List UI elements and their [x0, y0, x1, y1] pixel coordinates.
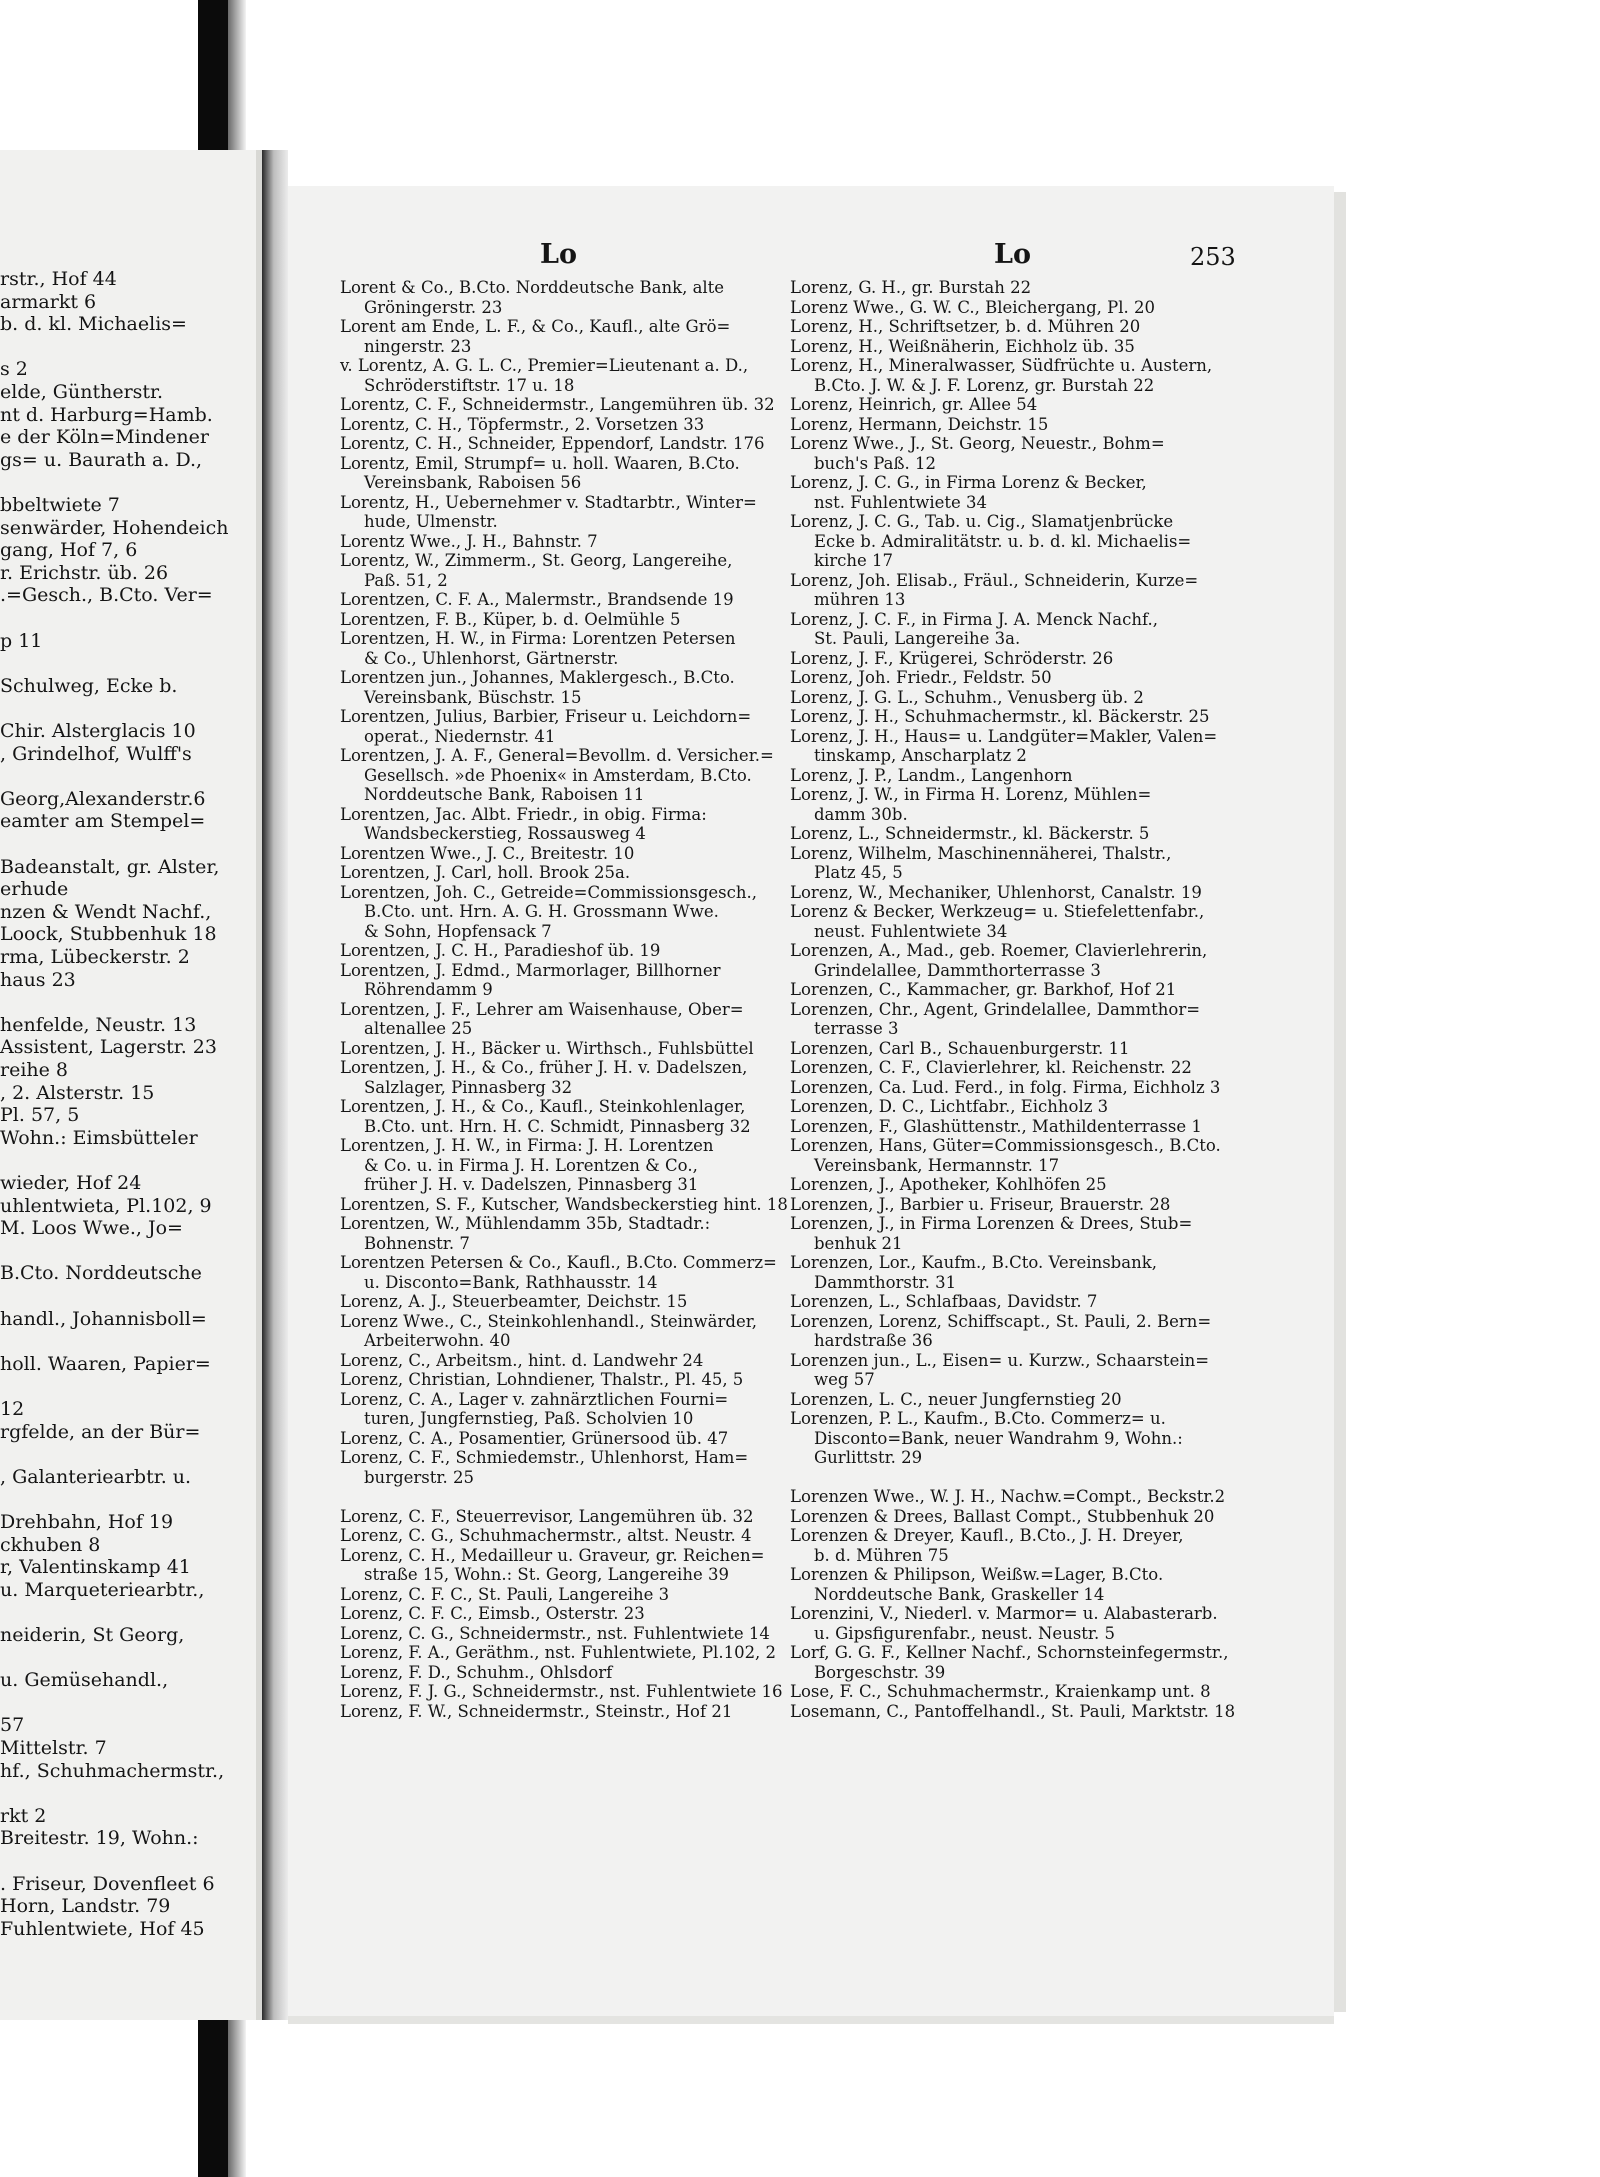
directory-entry-line: Lorentz Wwe., J. H., Bahnstr. 7: [340, 531, 598, 551]
left-page-fragment: [0, 150, 262, 2020]
left-page-line: Horn, Landstr. 79: [0, 1895, 171, 1918]
left-page-line: Pl. 57, 5: [0, 1104, 80, 1127]
left-page-line: uhlentwieta, Pl.102, 9: [0, 1194, 212, 1217]
left-page-line: senwärder, Hohendeich: [0, 516, 229, 539]
directory-entry-line: u. Gipsfigurenfabr., neust. Neustr. 5: [814, 1623, 1115, 1643]
directory-entry-line: Lorenzen, Lorenz, Schiffscapt., St. Pauli, 2. Bern=: [790, 1311, 1212, 1331]
left-page-line: Wohn.: Eimsbütteler: [0, 1126, 198, 1149]
directory-entry-line: Lorenz, F. D., Schuhm., Ohlsdorf: [340, 1662, 613, 1682]
left-page-line: r, Valentinskamp 41: [0, 1556, 191, 1579]
left-page-line: eamter am Stempel=: [0, 810, 206, 833]
directory-entry-line: Lorenz, C. H., Medailleur u. Graveur, gr. Reichen=: [340, 1545, 765, 1565]
directory-entry-line: Lorenz, Joh. Friedr., Feldstr. 50: [790, 668, 1052, 687]
directory-entry-line: Lorenzen, A., Mad., geb. Roemer, Clavierlehrerin,: [790, 941, 1208, 960]
directory-entry-line: u. Disconto=Bank, Rathhausstr. 14: [364, 1272, 658, 1292]
directory-entry-line: Lorenzen, Chr., Agent, Grindelallee, Dammthor=: [790, 999, 1201, 1019]
left-page-line: haus 23: [0, 968, 76, 991]
left-page-line: 57: [0, 1714, 25, 1737]
directory-entry-line: Lorentzen, C. F. A., Malermstr., Brandsende 19: [340, 590, 734, 609]
directory-entry-line: Lorenz, C. G., Schneidermstr., nst. Fuhlentwiete 14: [340, 1623, 770, 1643]
left-page-line: Georg,Alexanderstr.6: [0, 787, 206, 810]
directory-entry-line: Losemann, C., Pantoffelhandl., St. Pauli, Marktstr. 18: [790, 1701, 1236, 1721]
directory-entry-line: tinskamp, Anscharplatz 2: [814, 746, 1027, 765]
page-number: 253: [1190, 243, 1236, 271]
directory-entry-line: operat., Niedernstr. 41: [364, 726, 556, 746]
directory-entry-line: Lorentz, W., Zimmerm., St. Georg, Langereihe,: [340, 551, 733, 570]
directory-entry-line: Lorenz, Joh. Elisab., Fräul., Schneiderin, Kurze=: [790, 570, 1199, 590]
directory-entry-line: früher J. H. v. Dadelszen, Pinnasberg 31: [364, 1175, 699, 1194]
left-page-line: gs= u. Baurath a. D.,: [0, 448, 203, 471]
left-page-line: Drehbahn, Hof 19: [0, 1511, 174, 1533]
directory-entry-line: Lorentz, Emil, Strumpf= u. holl. Waaren, B.Cto.: [340, 453, 740, 473]
directory-entry-line: B.Cto. unt. Hrn. H. C. Schmidt, Pinnasberg 32: [364, 1116, 751, 1136]
directory-entry-line: Lorenz & Becker, Werkzeug= u. Stiefelettenfabr.,: [790, 902, 1205, 921]
directory-entry-line: & Co., Uhlenhorst, Gärtnerstr.: [364, 648, 619, 668]
directory-entry-line: Lorenzen, Ca. Lud. Ferd., in folg. Firma, Eichholz 3: [790, 1077, 1221, 1097]
directory-entry-line: Gurlittstr. 29: [814, 1448, 923, 1467]
directory-entry-line: Lorentzen, Joh. C., Getreide=Commissionsgesch.,: [340, 882, 757, 902]
directory-entry-line: Gesellsch. »de Phoenix« in Amsterdam, B.Cto.: [364, 765, 752, 785]
page-edge-right: [1334, 192, 1346, 2012]
directory-entry-line: Lose, F. C., Schuhmachermstr., Kraienkamp unt. 8: [790, 1682, 1211, 1701]
directory-entry-line: Lorenzen, L., Schlafbaas, Davidstr. 7: [790, 1292, 1098, 1311]
left-page-line: M. Loos Wwe., Jo=: [0, 1217, 183, 1240]
left-page-line: Mittelstr. 7: [0, 1737, 107, 1759]
directory-entry-line: Lorenzen & Dreyer, Kaufl., B.Cto., J. H. Dreyer,: [790, 1526, 1184, 1545]
directory-entry-line: Lorentzen, J. Edmd., Marmorlager, Billhorner: [340, 960, 721, 980]
left-page-line: 12: [0, 1398, 25, 1420]
directory-entry-line: Lorentzen, H. W., in Firma: Lorentzen Petersen: [340, 629, 736, 648]
directory-entry-line: Lorentzen, F. B., Küper, b. d. Oelmühle 5: [340, 609, 681, 629]
directory-entry-line: Gröningerstr. 23: [364, 297, 503, 317]
directory-entry-line: B.Cto. unt. Hrn. A. G. H. Grossmann Wwe.: [364, 902, 719, 921]
directory-entry-line: Lorenz Wwe., G. W. C., Bleichergang, Pl. 20: [790, 297, 1156, 317]
directory-entry-line: nst. Fuhlentwiete 34: [814, 492, 988, 512]
directory-entry-line: Lorenzen, Carl B., Schauenburgerstr. 11: [790, 1038, 1130, 1058]
left-page-line: u. Gemüsehandl.,: [0, 1669, 169, 1692]
directory-entry-line: neust. Fuhlentwiete 34: [814, 921, 1008, 941]
directory-entry-line: Lorentzen, J. A. F., General=Bevollm. d. Versicher.=: [340, 746, 774, 765]
directory-entry-line: Disconto=Bank, neuer Wandrahm 9, Wohn.:: [814, 1428, 1183, 1448]
directory-entry-line: Salzlager, Pinnasberg 32: [364, 1077, 573, 1097]
directory-entry-line: Lorentzen, J. H. W., in Firma: J. H. Lorentzen: [340, 1136, 714, 1155]
directory-entry-line: Lorenzen, F., Glashüttenstr., Mathildenterrasse 1: [790, 1116, 1202, 1136]
directory-entry-line: Lorentzen, Jac. Albt. Friedr., in obig. Firma:: [340, 804, 707, 824]
directory-entry-line: Lorentzen, J. H., Bäcker u. Wirthsch., Fuhlsbüttel: [340, 1038, 754, 1058]
directory-entry-line: Lorenz, J. C. F., in Firma J. A. Menck Nachf.,: [790, 609, 1158, 629]
left-page-line: holl. Waaren, Papier=: [0, 1352, 211, 1375]
left-page-line: , 2. Alsterstr. 15: [0, 1081, 155, 1104]
left-page-line: henfelde, Neustr. 13: [0, 1013, 197, 1036]
directory-entry-line: Lorenz, H., Weißnäherin, Eichholz üb. 35: [790, 336, 1135, 356]
left-page-line: . Friseur, Dovenfleet 6: [0, 1872, 215, 1895]
left-page-line: rgfelde, an der Bür=: [0, 1420, 201, 1443]
left-page-line: p 11: [0, 629, 43, 652]
directory-entry-line: weg 57: [814, 1370, 875, 1389]
directory-entry-line: Lorenz, J. H., Schuhmachermstr., kl. Bäckerstr. 25: [790, 707, 1210, 726]
directory-entry-line: Lorenz, J. G. L., Schuhm., Venusberg üb. 2: [790, 687, 1144, 707]
left-page-line: handl., Johannisboll=: [0, 1307, 207, 1330]
directory-entry-line: Lorenzen & Drees, Ballast Compt., Stubbenhuk 20: [790, 1506, 1215, 1526]
directory-entry-line: Lorenz, J. C. G., Tab. u. Cig., Slamatjenbrücke: [790, 512, 1174, 531]
directory-entry-line: Vereinsbank, Hermannstr. 17: [814, 1155, 1060, 1175]
left-page-line: rkt 2: [0, 1804, 47, 1827]
directory-entry-line: altenallee 25: [364, 1019, 473, 1038]
directory-entry-line: Lorenz, C. F. C., Eimsb., Osterstr. 23: [340, 1604, 645, 1623]
left-page-line: rstr., Hof 44: [0, 268, 117, 290]
left-page-line: B.Cto. Norddeutsche: [0, 1262, 202, 1285]
directory-entry-line: Lorenz, J. H., Haus= u. Landgüter=Makler, Valen=: [790, 726, 1218, 746]
directory-entry-line: Dammthorstr. 31: [814, 1272, 957, 1292]
directory-entry-line: Lorenz, A. J., Steuerbeamter, Deichstr. 15: [340, 1292, 688, 1311]
left-page-line: gang, Hof 7, 6: [0, 539, 138, 562]
directory-entry-line: Lorenz, F. J. G., Schneidermstr., nst. Fuhlentwiete 16: [340, 1682, 783, 1701]
directory-entry-line: Lorenzen, P. L., Kaufm., B.Cto. Commerz= u.: [790, 1409, 1166, 1428]
directory-entry-line: Lorenz Wwe., J., St. Georg, Neuestr., Bohm=: [790, 434, 1165, 453]
left-page-line: u. Marqueteriearbtr.,: [0, 1578, 205, 1601]
left-page-line: Loock, Stubbenhuk 18: [0, 923, 217, 946]
directory-entry-line: Lorentzen Wwe., J. C., Breitestr. 10: [340, 843, 635, 863]
directory-entry-line: Lorenzen, J., Apotheker, Kohlhöfen 25: [790, 1175, 1107, 1194]
left-page-line: , Galanteriearbtr. u.: [0, 1465, 192, 1488]
directory-entry-line: Lorentz, C. H., Schneider, Eppendorf, Landstr. 176: [340, 434, 765, 453]
directory-entry-line: & Co. u. in Firma J. H. Lorentzen & Co.,: [364, 1155, 698, 1175]
directory-entry-line: Lorentzen, J. H., & Co., früher J. H. v. Dadelszen,: [340, 1058, 748, 1077]
directory-entry-line: Lorenz, G. H., gr. Burstah 22: [790, 278, 1032, 297]
directory-entry-line: Lorenz, C. F., Steuerrevisor, Langemühren üb. 32: [340, 1506, 754, 1526]
directory-entry-line: Norddeutsche Bank, Graskeller 14: [814, 1584, 1105, 1604]
header-left: Lo: [540, 239, 577, 270]
left-page-line: s 2: [0, 358, 28, 381]
left-page-line: Fuhlentwiete, Hof 45: [0, 1917, 205, 1940]
directory-entry-line: damm 30b.: [814, 804, 908, 824]
left-page-line: nt d. Harburg=Hamb.: [0, 403, 213, 426]
directory-entry-line: St. Pauli, Langereihe 3a.: [814, 629, 1021, 648]
directory-entry-line: Lorenz, J. F., Krügerei, Schröderstr. 26: [790, 648, 1114, 668]
left-page-line: b. d. kl. Michaelis=: [0, 313, 187, 336]
left-page-line: e der Köln=Mindener: [0, 426, 209, 449]
directory-entry-line: Lorenzen & Philipson, Weißw.=Lager, B.Cto.: [790, 1565, 1164, 1584]
directory-entry-line: Lorentzen Petersen & Co., Kaufl., B.Cto. Commerz=: [340, 1253, 777, 1272]
directory-entry-line: kirche 17: [814, 551, 894, 570]
directory-entry-line: mühren 13: [814, 590, 906, 609]
directory-entry-line: Lorenzini, V., Niederl. v. Marmor= u. Alabasterarb.: [790, 1604, 1218, 1623]
left-page-line: bbeltwiete 7: [0, 494, 120, 516]
directory-entry-line: hude, Ulmenstr.: [364, 512, 498, 531]
left-page-line: erhude: [0, 878, 69, 901]
directory-entry-line: Lorenzen, C., Kammacher, gr. Barkhof, Hof 21: [790, 980, 1177, 999]
left-page-line: Breitestr. 19, Wohn.:: [0, 1827, 199, 1850]
directory-entry-line: Lorenz, C. F. C., St. Pauli, Langereihe 3: [340, 1584, 670, 1604]
directory-entry-line: Lorenz, F. W., Schneidermstr., Steinstr., Hof 21: [340, 1701, 733, 1721]
directory-entry-line: Lorenz, C. A., Lager v. zahnärztlichen Fourni=: [340, 1389, 729, 1409]
directory-entry-line: Lorenz, Heinrich, gr. Allee 54: [790, 395, 1038, 414]
directory-entry-line: Lorentzen, J. H., & Co., Kaufl., Steinkohlenlager,: [340, 1097, 746, 1116]
directory-entry-line: Lorenz, W., Mechaniker, Uhlenhorst, Canalstr. 19: [790, 882, 1202, 902]
directory-entry-line: Lorenz, Wilhelm, Maschinennäherei, Thalstr.,: [790, 843, 1172, 863]
directory-entry-line: Wandsbeckerstieg, Rossausweg 4: [364, 824, 646, 843]
directory-entry-line: Lorent am Ende, L. F., & Co., Kaufl., alte Grö=: [340, 317, 731, 336]
directory-entry-line: Lorentzen, J. C. H., Paradieshof üb. 19: [340, 941, 661, 960]
directory-entry-line: straße 15, Wohn.: St. Georg, Langereihe 39: [364, 1565, 729, 1584]
directory-entry-line: turen, Jungfernstieg, Paß. Scholvien 10: [364, 1409, 694, 1428]
directory-entry-line: Lorenz, C., Arbeitsm., hint. d. Landwehr 24: [340, 1350, 704, 1370]
left-page-line: reihe 8: [0, 1059, 69, 1081]
directory-entry-line: Bohnenstr. 7: [364, 1233, 470, 1253]
directory-entry-line: Lorenz, C. F., Schmiedemstr., Uhlenhorst, Ham=: [340, 1448, 749, 1467]
left-page-line: armarkt 6: [0, 290, 97, 313]
directory-entry-line: Lorenz, J. W., in Firma H. Lorenz, Mühlen=: [790, 785, 1152, 804]
directory-entry-line: Lorenzen, Hans, Güter=Commissionsgesch., B.Cto.: [790, 1136, 1221, 1155]
directory-entry-line: Lorenz, C. G., Schuhmachermstr., altst. Neustr. 4: [340, 1526, 752, 1545]
left-page-line: rma, Lübeckerstr. 2: [0, 946, 190, 968]
directory-entry-line: Lorentzen, J. Carl, holl. Brook 25a.: [340, 863, 631, 882]
directory-entry-line: Schröderstiftstr. 17 u. 18: [364, 375, 575, 395]
left-page-line: .=Gesch., B.Cto. Ver=: [0, 584, 213, 607]
directory-entry-line: Lorenz, H., Schriftsetzer, b. d. Mühren 20: [790, 317, 1141, 336]
left-page-line: wieder, Hof 24: [0, 1172, 142, 1194]
directory-entry-line: Paß. 51, 2: [364, 570, 448, 590]
directory-entry-line: Lorenz, Hermann, Deichstr. 15: [790, 414, 1049, 434]
directory-entry-line: Grindelallee, Dammthorterrasse 3: [814, 960, 1101, 980]
left-page-line: elde, Güntherstr.: [0, 381, 164, 403]
directory-entry-line: Lorentz, C. F., Schneidermstr., Langemühren üb. 32: [340, 395, 775, 414]
directory-entry-line: hardstraße 36: [814, 1331, 933, 1350]
directory-entry-line: Arbeiterwohn. 40: [364, 1331, 511, 1350]
directory-entry-line: Lorentzen jun., Johannes, Maklergesch., B.Cto.: [340, 668, 735, 687]
directory-entry-line: Lorenzen, D. C., Lichtfabr., Eichholz 3: [790, 1097, 1109, 1116]
directory-entry-line: Lorenz, H., Mineralwasser, Südfrüchte u. Austern,: [790, 356, 1213, 375]
directory-entry-line: terrasse 3: [814, 1019, 899, 1038]
directory-entry-line: Lorentzen, W., Mühlendamm 35b, Stadtadr.:: [340, 1214, 711, 1233]
directory-entry-line: Lorenz, C. A., Posamentier, Grünersood üb. 47: [340, 1428, 729, 1448]
directory-entry-line: Platz 45, 5: [814, 863, 903, 882]
directory-entry-line: Lorentzen, S. F., Kutscher, Wandsbeckerstieg hint. 18: [340, 1194, 788, 1214]
directory-entry-line: Lorenzen jun., L., Eisen= u. Kurzw., Schaarstein=: [790, 1350, 1210, 1370]
directory-entry-line: Lorenzen, L. C., neuer Jungfernstieg 20: [790, 1389, 1122, 1409]
directory-entry-line: Lorenz, J. P., Landm., Langenhorn: [790, 765, 1073, 785]
directory-entry-line: B.Cto. J. W. & J. F. Lorenz, gr. Burstah 22: [814, 375, 1155, 395]
directory-entry-line: b. d. Mühren 75: [814, 1545, 949, 1565]
directory-entry-line: Lorenzen, C. F., Clavierlehrer, kl. Reichenstr. 22: [790, 1058, 1192, 1077]
directory-entry-line: Lorf, G. G. F., Kellner Nachf., Schornsteinfegermstr.,: [790, 1643, 1229, 1662]
left-page-line: ckhuben 8: [0, 1533, 101, 1556]
directory-entry-line: Lorenz, Christian, Lohndiener, Thalstr., Pl. 45, 5: [340, 1370, 744, 1389]
left-page-line: Chir. Alsterglacis 10: [0, 720, 196, 742]
directory-entry-line: Lorenz, L., Schneidermstr., kl. Bäckerstr. 5: [790, 824, 1150, 843]
gutter-shadow: [262, 150, 288, 2020]
directory-entry-line: Lorenzen, Lor., Kaufm., B.Cto. Vereinsbank,: [790, 1253, 1157, 1272]
directory-entry-line: Lorenzen, J., Barbier u. Friseur, Brauerstr. 28: [790, 1194, 1171, 1214]
header-right: Lo: [994, 239, 1031, 270]
left-page-line: Badeanstalt, gr. Alster,: [0, 855, 220, 878]
directory-entry-line: Lorentz, C. H., Töpfermstr., 2. Vorsetzen 33: [340, 414, 705, 434]
directory-entry-line: Lorenzen Wwe., W. J. H., Nachw.=Compt., Beckstr.2: [790, 1487, 1226, 1506]
left-page-line: neiderin, St Georg,: [0, 1624, 185, 1646]
directory-entry-line: Ecke b. Admiralitätstr. u. b. d. kl. Michaelis=: [814, 531, 1192, 551]
left-page-line: Assistent, Lagerstr. 23: [0, 1036, 217, 1059]
left-page-line: r. Erichstr. üb. 26: [0, 561, 169, 584]
directory-entry-line: v. Lorentz, A. G. L. C., Premier=Lieutenant a. D.,: [340, 356, 749, 375]
left-page-line: Schulweg, Ecke b.: [0, 674, 178, 697]
directory-entry-line: Lorentz, H., Uebernehmer v. Stadtarbtr., Winter=: [340, 492, 757, 512]
directory-entry-line: & Sohn, Hopfensack 7: [364, 921, 552, 941]
directory-entry-line: Borgeschstr. 39: [814, 1662, 946, 1682]
left-page-line: nzen & Wendt Nachf.,: [0, 900, 212, 923]
left-page-line: hf., Schuhmachermstr.,: [0, 1759, 225, 1782]
directory-entry-line: Röhrendamm 9: [364, 980, 493, 999]
directory-entry-line: Vereinsbank, Büschstr. 15: [364, 687, 582, 707]
directory-entry-line: Lorenz Wwe., C., Steinkohlenhandl., Steinwärder,: [340, 1311, 758, 1331]
directory-entry-line: Lorentzen, Julius, Barbier, Friseur u. Leichdorn=: [340, 707, 752, 726]
page-edge-bottom: [288, 2016, 1334, 2024]
directory-entry-line: Norddeutsche Bank, Raboisen 11: [364, 785, 645, 804]
directory-entry-line: Lorenzen, J., in Firma Lorenzen & Drees, Stub=: [790, 1214, 1193, 1233]
left-page-line: , Grindelhof, Wulff's: [0, 742, 192, 765]
directory-entry-line: Lorenz, F. A., Geräthm., nst. Fuhlentwiete, Pl.102, 2: [340, 1643, 777, 1662]
directory-entry-line: Lorenz, J. C. G., in Firma Lorenz & Becker,: [790, 473, 1147, 492]
directory-entry-line: Vereinsbank, Raboisen 56: [364, 473, 582, 492]
directory-entry-line: Lorent & Co., B.Cto. Norddeutsche Bank, alte: [340, 278, 725, 297]
directory-entry-line: benhuk 21: [814, 1233, 903, 1253]
directory-entry-line: burgerstr. 25: [364, 1467, 474, 1487]
directory-entry-line: Lorentzen, J. F., Lehrer am Waisenhause, Ober=: [340, 999, 744, 1019]
directory-entry-line: ningerstr. 23: [364, 336, 472, 356]
directory-entry-line: buch's Paß. 12: [814, 453, 937, 473]
